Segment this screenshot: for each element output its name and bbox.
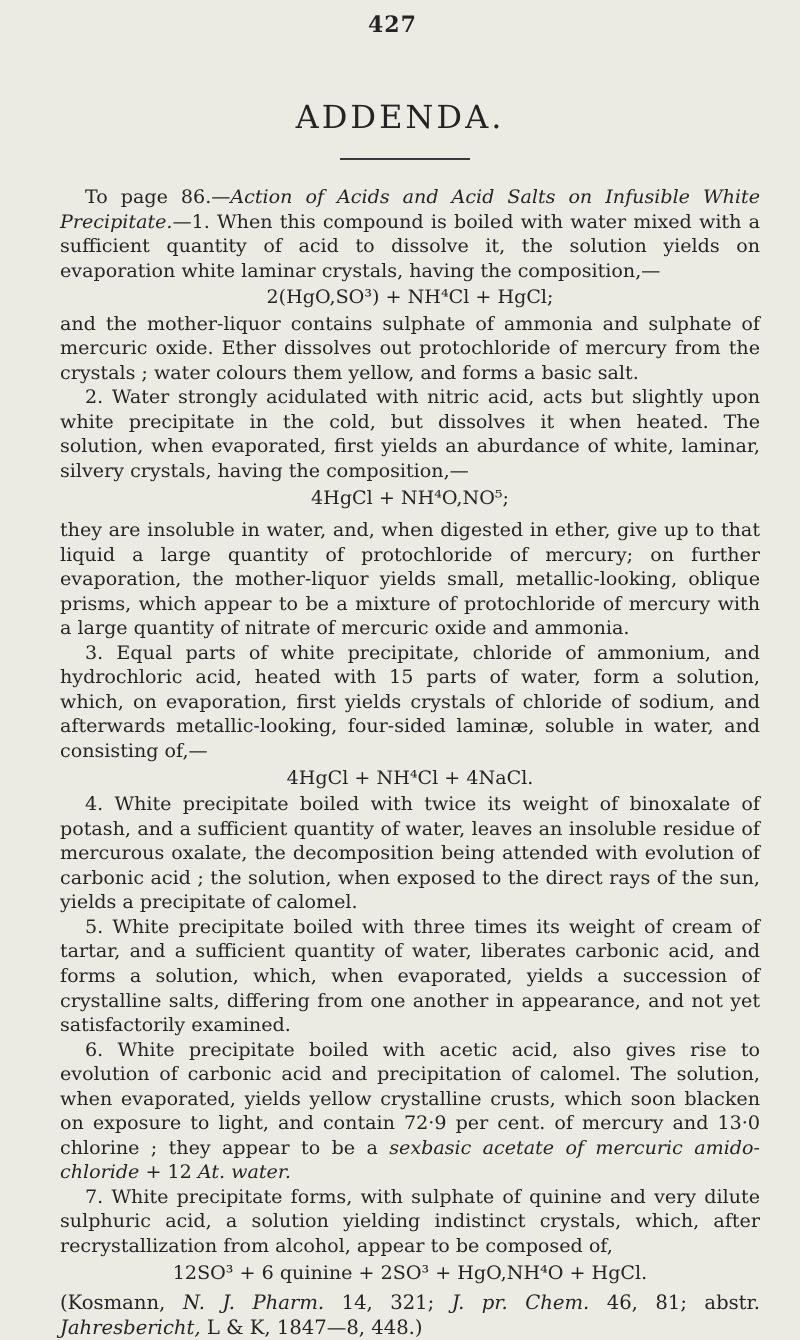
section-heading: Action of Acids and Acid Salts on Infusible White Precipitate. — [60, 185, 760, 233]
paragraph-3: 3. Equal parts of white precipitate, chloride of ammonium, and hydrochloric acid, heated with 15 parts of water, form a solution, which, on evaporation, first yields crystals of chloride of sodium, and afterwards metallic-looking, four-sided laminæ, soluble in water, and consisting of,— — [60, 640, 760, 763]
reference — [60, 1291, 760, 1340]
reference-author: (Kosmann, — [60, 1291, 166, 1315]
reference-journal-3: Jahresbericht, — [60, 1315, 201, 1339]
article-body — [60, 185, 760, 1340]
reference-close: L & K, 1847—8, 448.) — [206, 1315, 423, 1339]
paragraph-5: 5. White precipitate boiled with three times its weight of cream of tartar, and a sufficient quantity of water, liberates carbonic acid, and forms a solution, which, when evaporated, yields a succession of crystalline salts, differing from one another in appearance, and not yet satisfactorily examined. — [60, 914, 760, 1037]
paragraph-6-text: 6. White precipitate boiled with acetic acid, also gives rise to evolution of carbonic acid and precipitation of calomel. The solution, when evaporated, yields yellow crystalline crusts, which soon blacken on exposure to light, and contain 72·9 per cent. of mercury and 13·0 chlorine ; they appear to be a — [60, 1037, 760, 1159]
intro-text: When this compound is boiled with water mixed with a sufficient quantity of acid to dissolve it, the solution yields on evaporation white laminar crystals, having the composition,— — [60, 209, 760, 282]
reference-journal-1: N. J. Pharm. — [182, 1291, 325, 1315]
page-title: ADDENDA. — [295, 98, 505, 136]
page-number: 427 — [368, 12, 417, 38]
formula-3: 4HgCl + NH⁴Cl + 4NaCl. — [286, 765, 534, 789]
paragraph-6 — [60, 1038, 760, 1185]
reference-journal-2: J. pr. Chem. — [451, 1291, 590, 1315]
formula-1: 2(HgO,SO³) + NH⁴Cl + HgCl; — [266, 285, 554, 309]
paragraph-2: 2. Water strongly acidulated with nitric acid, acts but slightly upon white precipitate in the cold, but dissolves it when heated. The solution, when evaporated, first yields an aburdance of white, laminar, silvery crystals, having the composition,— — [60, 385, 760, 483]
intro-paragraph — [60, 185, 760, 283]
formula-2: 4HgCl + NH⁴O,NO⁵; — [311, 485, 509, 509]
paragraph-7: 7. White precipitate forms, with sulphate of quinine and very dilute sulphuric acid, a solution yielding indistinct crystals, which, after recrystallization from alcohol, appear to be composed of, — [60, 1184, 760, 1257]
title-divider — [340, 158, 470, 160]
paragraph-6-end: + 12 — [145, 1160, 192, 1184]
paragraph-6-at: At. water. — [197, 1160, 291, 1184]
intro-lead: To page 86.— — [85, 185, 231, 208]
reference-volume-2: 46, 81; abstr. — [606, 1291, 760, 1315]
formula-4: 12SO³ + 6 quinine + 2SO³ + HgO,NH⁴O + HgCl. — [172, 1260, 648, 1284]
paragraph-6-italic: sexbasic acetate of mercuric amido-chloride — [60, 1135, 760, 1184]
intro-number: —1. — [172, 209, 210, 233]
reference-volume-1: 14, 321; — [341, 1291, 435, 1315]
paragraph-4: 4. White precipitate boiled with twice its weight of binoxalate of potash, and a sufficient quantity of water, leaves an insoluble residue of mercurous oxalate, the decomposition being attended with evolution of carbonic acid ; the solution, when exposed to the direct rays of the sun, yields a precipitate of calomel. — [60, 792, 760, 914]
paragraph-1-continued: and the mother-liquor contains sulphate of ammonia and sulphate of mercuric oxide. Ether dissolves out protochloride of mercury from the crystals ; water colours them yellow, and forms a basic salt. — [60, 311, 760, 384]
paragraph-2-continued: they are insoluble in water, and, when digested in ether, give up to that liquid a large quantity of protochloride of mercury; on further evaporation, the mother-liquor yields small, metallic-looking, oblique prisms, which appear to be a mixture of protochloride of mercury with a large quantity of nitrate of mercuric oxide and ammonia. — [60, 518, 760, 640]
